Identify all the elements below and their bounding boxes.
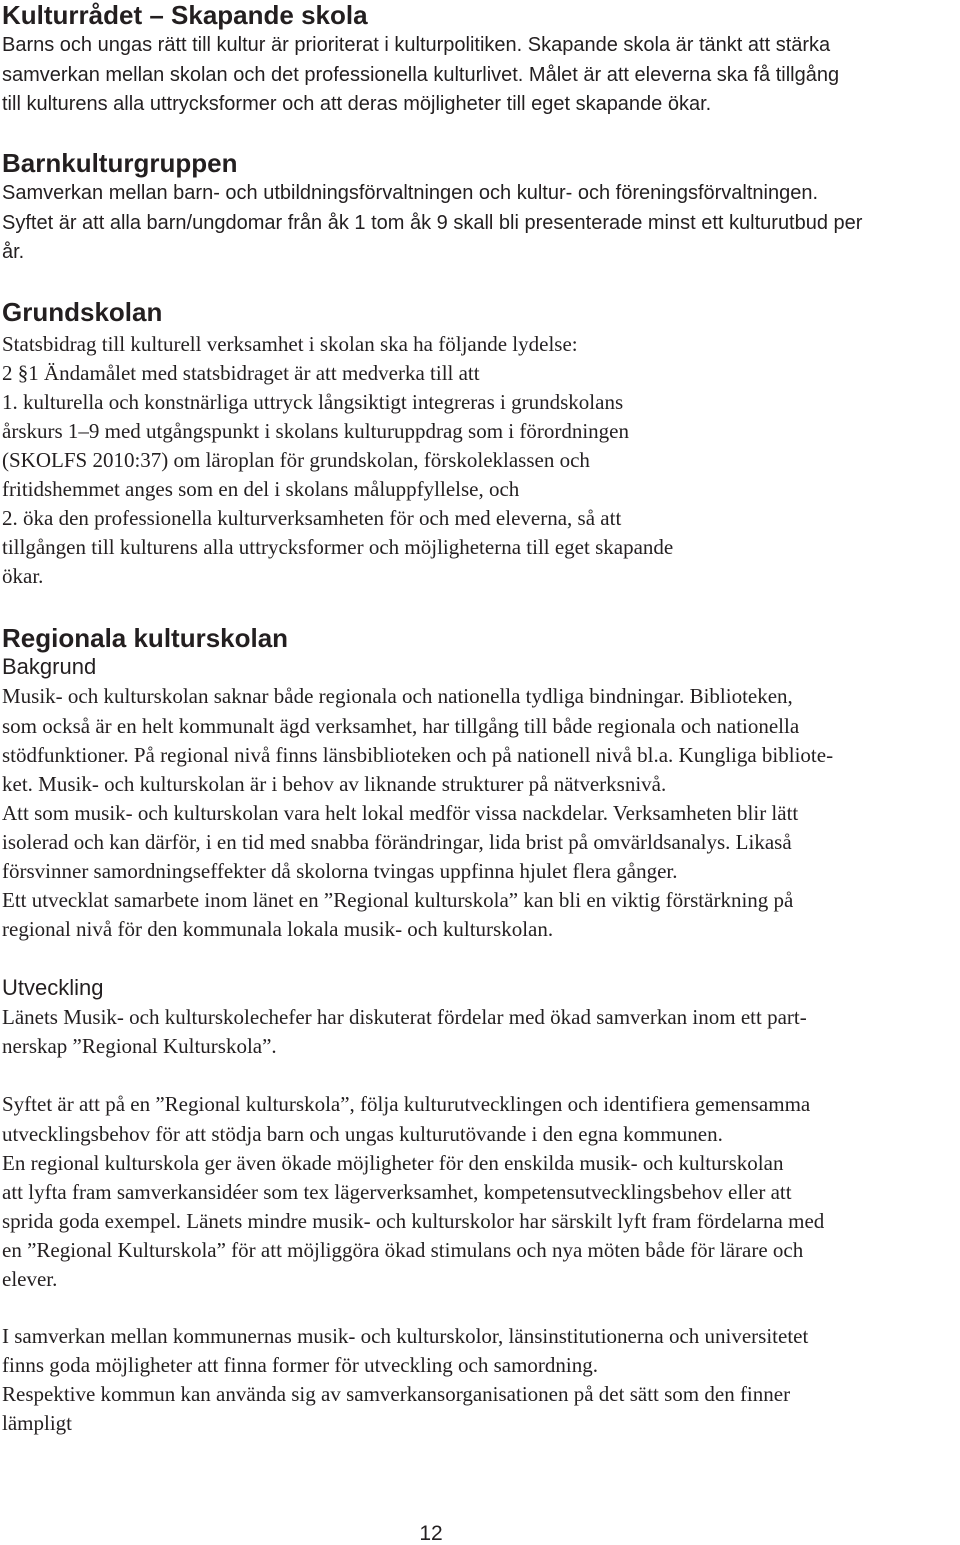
grundskolan-line-3: 1. kulturella och konstnärliga uttryck långsiktigt integreras i grundskolans xyxy=(2,390,624,414)
bakgrund-line-1: Musik- och kulturskolan saknar både regionala och nationella tydliga bindningar. Biblioteken, xyxy=(2,684,793,708)
grundskolan-line-2: 2 §1 Ändamålet med statsbidraget är att medverka till att xyxy=(2,361,480,385)
samverkan-line-2: finns goda möjligheter att finna former för utveckling och samordning. xyxy=(2,1353,599,1377)
bakgrund-line-6: isolerad och kan därför, i en tid med snabba förändringar, lida brist på omvärldsanalys. Likaså xyxy=(2,830,792,854)
syftet-line-1: Syftet är att på en ”Regional kulturskola”, följa kulturutvecklingen och identifiera gemensamma xyxy=(2,1092,811,1116)
samverkan-line-4: lämpligt xyxy=(2,1411,72,1435)
heading-kulturradet: Kulturrådet – Skapande skola xyxy=(2,0,368,30)
grundskolan-line-4: årskurs 1–9 med utgångspunkt i skolans kulturuppdrag som i förordningen xyxy=(2,419,630,443)
grundskolan-line-8: tillgången till kulturens alla uttrycksformer och möjligheterna till eget skapande xyxy=(2,535,674,559)
utveckling-line-1: Länets Musik- och kulturskolechefer har diskuterat fördelar med ökad samverkan inom ett part- xyxy=(2,1005,807,1029)
syftet-line-3: En regional kulturskola ger även ökade möjligheter för den enskilda musik- och kulturskolan xyxy=(2,1151,784,1175)
barnkulturgruppen-line-2: Syftet är att alla barn/ungdomar från åk 1 tom åk 9 skall bli presenterade minst ett kulturutbud per xyxy=(2,212,863,234)
barnkulturgruppen-line-1: Samverkan mellan barn- och utbildningsförvaltningen och kultur- och föreningsförvaltningen. xyxy=(2,182,819,204)
syftet-line-7: elever. xyxy=(2,1267,58,1291)
heading-grundskolan: Grundskolan xyxy=(2,297,163,327)
bakgrund-line-2: som också är en helt kommunalt ägd verksamhet, har tillgång till både regionala och nationella xyxy=(2,714,800,738)
barnkulturgruppen-line-3: år. xyxy=(2,241,25,263)
bakgrund-line-3: stödfunktioner. På regional nivå finns länsbiblioteken och på nationell nivå bl.a. Kungliga bibliote- xyxy=(2,743,834,767)
bakgrund-line-7: försvinner samordningseffekter då skolorna tvingas uppfinna hjulet flera gånger. xyxy=(2,859,678,883)
kulturradet-line-1: Barns och ungas rätt till kultur är prioriterat i kulturpolitiken. Skapande skola är tänkt att stärka xyxy=(2,34,831,56)
subheading-utveckling: Utveckling xyxy=(2,975,104,1000)
bakgrund-line-5: Att som musik- och kulturskolan vara helt lokal medför vissa nackdelar. Verksamheten blir lätt xyxy=(2,801,799,825)
samverkan-line-1: I samverkan mellan kommunernas musik- och kulturskolor, länsinstitutionerna och universitetet xyxy=(2,1324,809,1348)
bakgrund-line-9: regional nivå för den kommunala lokala musik- och kulturskolan. xyxy=(2,917,554,941)
syftet-line-2: utvecklingsbehov för att stödja barn och ungas kulturutövande i den egna kommunen. xyxy=(2,1122,723,1146)
syftet-line-6: en ”Regional Kulturskola” för att möjliggöra ökad stimulans och nya möten både för lärare och xyxy=(2,1238,804,1262)
syftet-line-4: att lyfta fram samverkansidéer som tex lägerverksamhet, kompetensutvecklingsbehov eller att xyxy=(2,1180,792,1204)
bakgrund-line-4: ket. Musik- och kulturskolan är i behov av liknande strukturer på nätverksnivå. xyxy=(2,772,667,796)
kulturradet-line-3: till kulturens alla uttrycksformer och att deras möjligheter till eget skapande ökar. xyxy=(2,93,712,115)
heading-regionala-kulturskolan: Regionala kulturskolan xyxy=(2,623,289,653)
heading-barnkulturgruppen: Barnkulturgruppen xyxy=(2,148,238,178)
grundskolan-line-9: ökar. xyxy=(2,564,44,588)
utveckling-line-2: nerskap ”Regional Kulturskola”. xyxy=(2,1034,277,1058)
bakgrund-line-8: Ett utvecklat samarbete inom länet en ”Regional kulturskola” kan bli en viktig förstärkning på xyxy=(2,888,794,912)
grundskolan-line-7: 2. öka den professionella kulturverksamheten för och med eleverna, så att xyxy=(2,506,622,530)
grundskolan-line-6: fritidshemmet anges som en del i skolans måluppfyllelse, och xyxy=(2,477,520,501)
kulturradet-line-2: samverkan mellan skolan och det professionella kulturlivet. Målet är att eleverna ska få tillgång xyxy=(2,64,840,86)
grundskolan-line-5: (SKOLFS 2010:37) om läroplan för grundskolan, förskoleklassen och xyxy=(2,448,590,472)
samverkan-line-3: Respektive kommun kan använda sig av samverkansorganisationen på det sätt som den finner xyxy=(2,1382,791,1406)
grundskolan-line-1: Statsbidrag till kulturell verksamhet i skolan ska ha följande lydelse: xyxy=(2,332,578,356)
subheading-bakgrund: Bakgrund xyxy=(2,654,97,679)
page-number: 12 xyxy=(419,1522,443,1545)
syftet-line-5: sprida goda exempel. Länets mindre musik- och kulturskolor har särskilt lyft fram fördelarna med xyxy=(2,1209,825,1233)
